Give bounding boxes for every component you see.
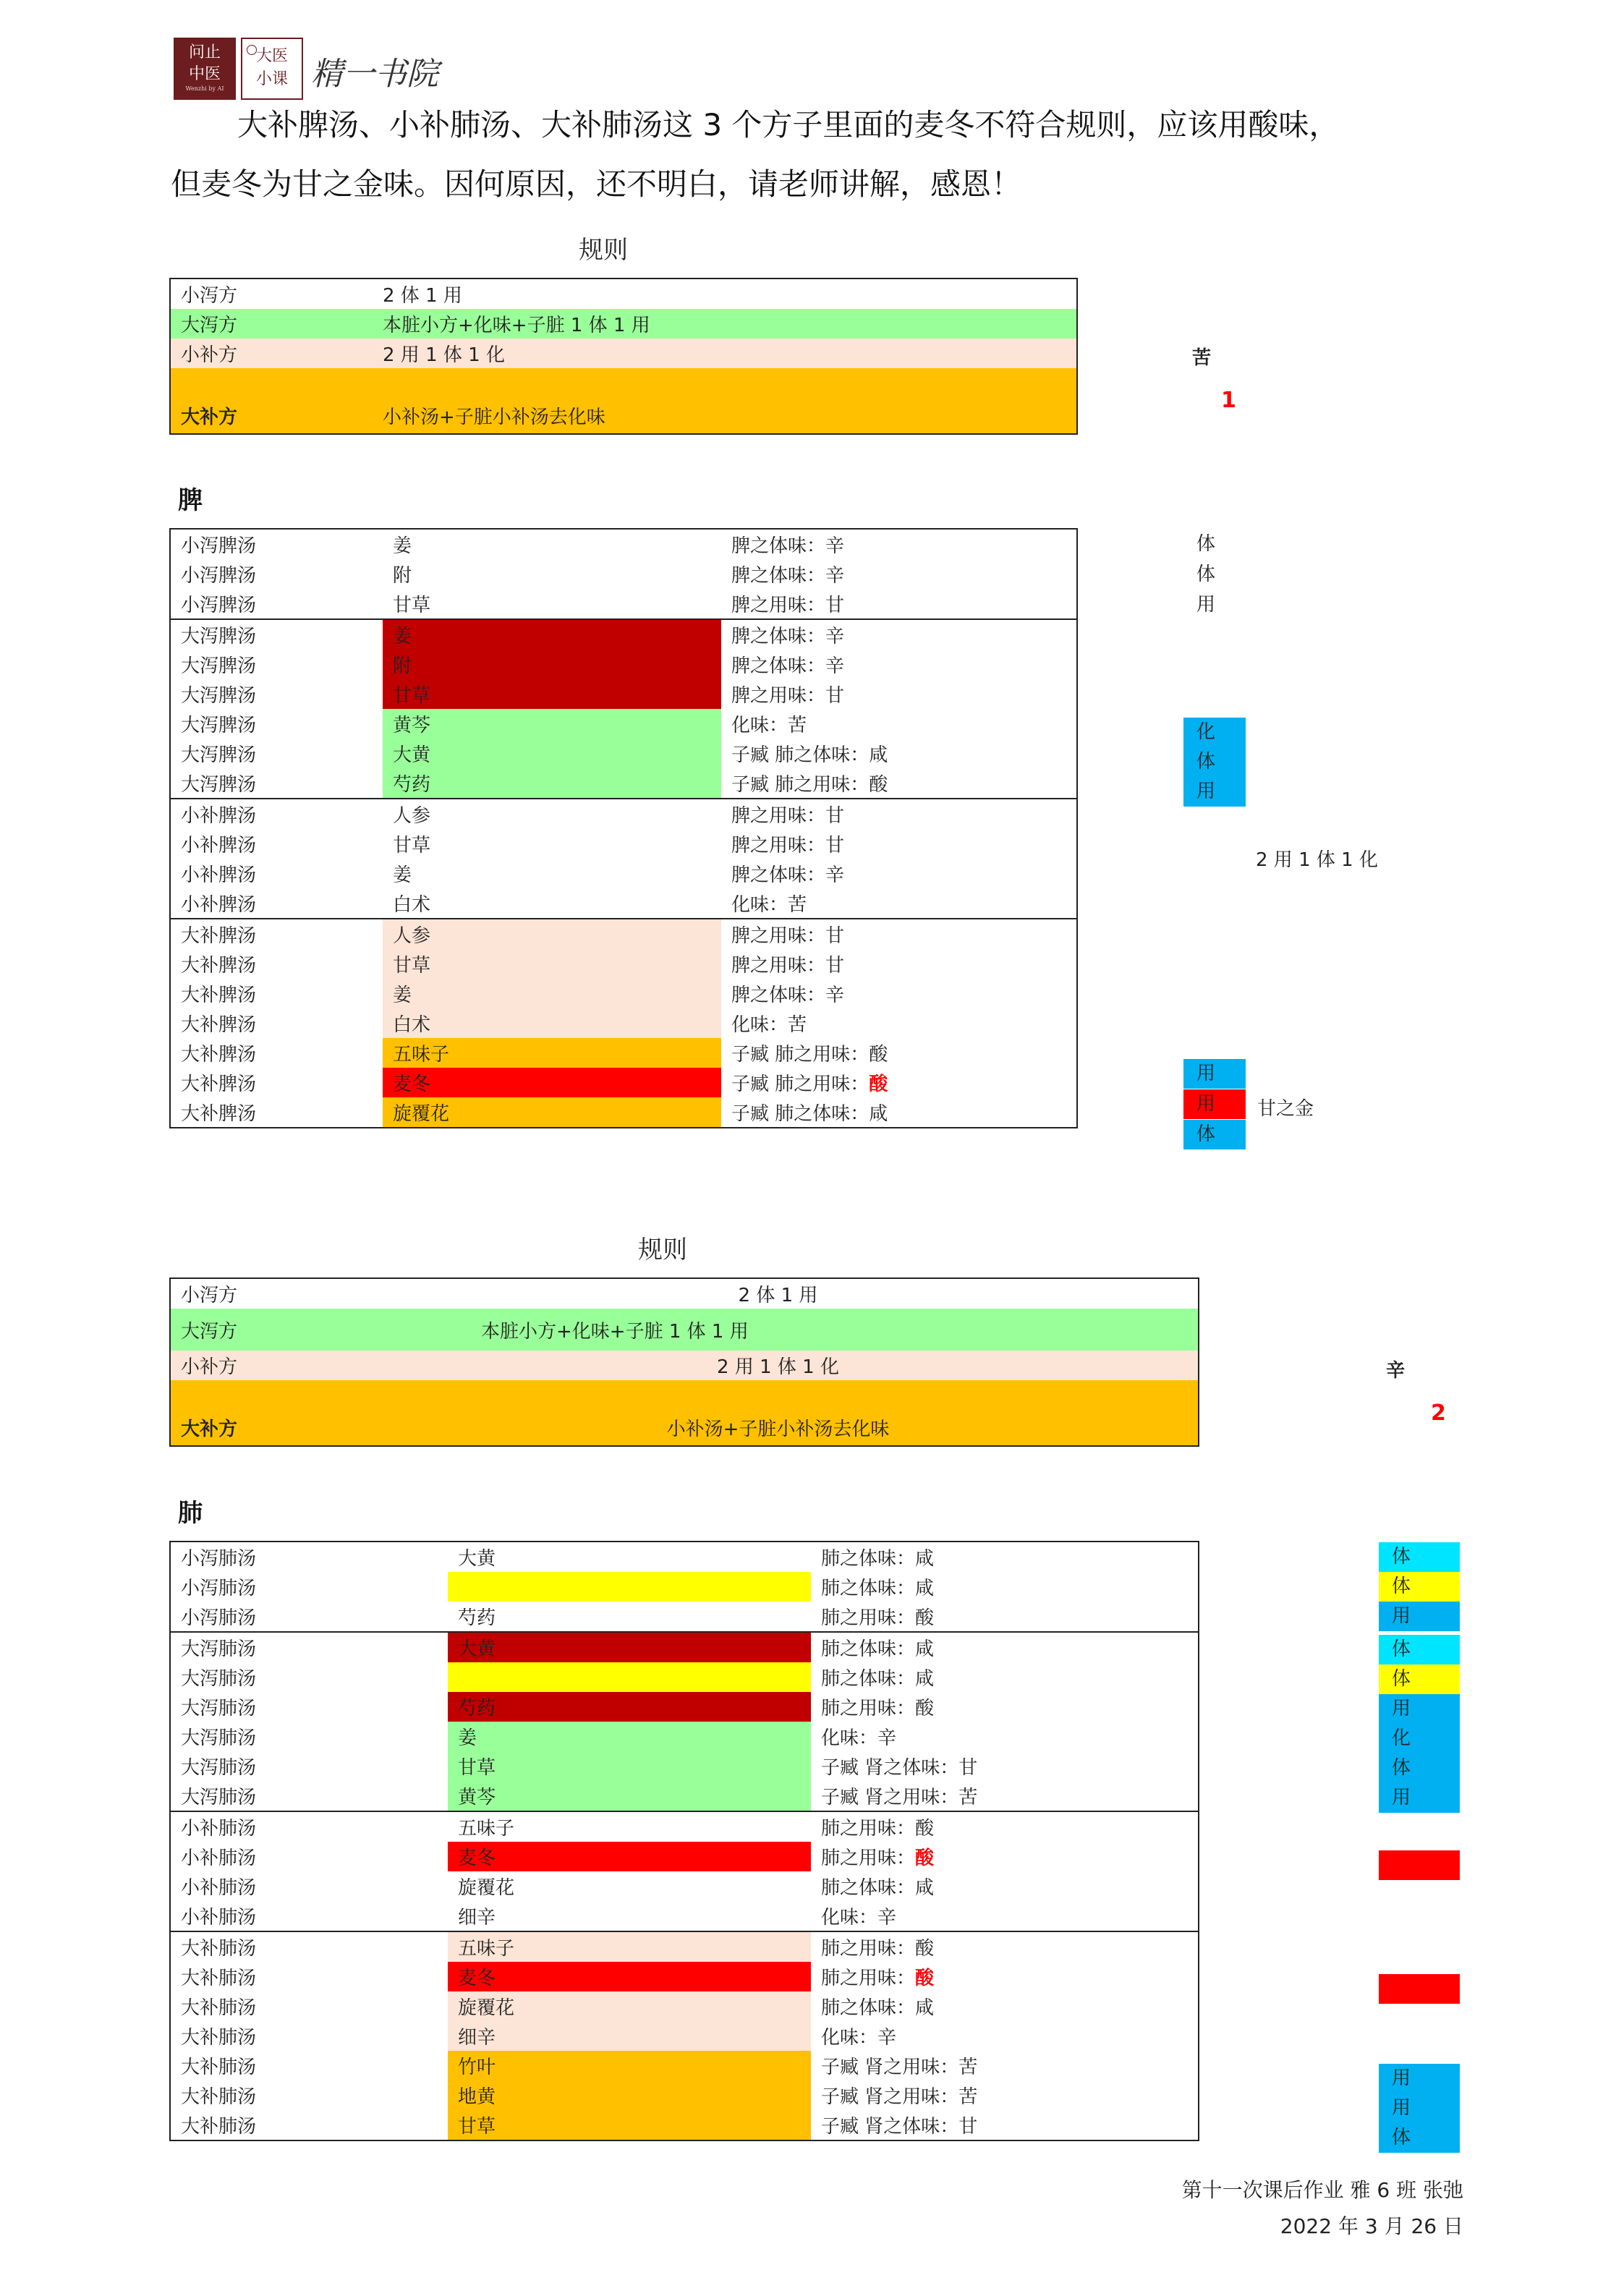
taste-cell: 子臧 肺之用味：酸 xyxy=(731,1073,888,1095)
herb-cell: 姜 xyxy=(448,1722,811,1751)
table-row xyxy=(170,559,1077,589)
table-row xyxy=(170,2080,1199,2110)
formula-cell: 大补肺汤 xyxy=(181,1968,257,1989)
spleen-table xyxy=(169,528,1078,1128)
table-row xyxy=(170,1097,1077,1128)
herb-cell: 旋覆花 xyxy=(458,1877,515,1899)
herb-cell: 姜 xyxy=(393,864,412,886)
rules-side-label-1: 苦 xyxy=(1192,347,1212,369)
rules-table-2 xyxy=(169,1277,1199,1447)
lung-table xyxy=(169,1541,1199,2141)
table-row xyxy=(170,1008,1077,1038)
side-tag: 用 xyxy=(1379,2064,1460,2093)
rule-name: 小补方 xyxy=(181,1356,238,1378)
formula-cell: 大补肺汤 xyxy=(181,2027,257,2049)
taste-cell: 子臧 肺之用味：酸 xyxy=(731,1044,888,1066)
taste-cell: 子臧 肾之用味：苦 xyxy=(821,1787,978,1808)
rule-text: 2 用 1 体 1 化 xyxy=(383,344,505,366)
taste-cell: 肺之体味：咸 xyxy=(821,1997,935,2019)
table-row xyxy=(170,1662,1199,1692)
herb-cell: 竹叶 xyxy=(448,2051,811,2080)
table-row xyxy=(170,1901,1199,1931)
table-row xyxy=(170,1572,1199,1602)
side-tag: 体 xyxy=(1196,564,1216,585)
rule-name: 大补方 xyxy=(181,407,238,428)
rule-text: 2 用 1 体 1 化 xyxy=(717,1356,839,1378)
table-row xyxy=(170,2110,1199,2140)
table-row xyxy=(170,529,1077,559)
side-tag: 体 xyxy=(1379,1635,1460,1664)
side-tag: 化 xyxy=(1183,718,1246,747)
rules-row xyxy=(170,279,1077,309)
formula-cell: 小泻肺汤 xyxy=(181,1607,257,1629)
rules-title-2: 规则 xyxy=(638,1236,687,1264)
rules-row xyxy=(170,368,1077,434)
taste-cell: 子臧 肾之用味：苦 xyxy=(821,2057,978,2078)
taste-cell: 化味：苦 xyxy=(731,894,807,916)
rule-name: 小泻方 xyxy=(181,285,238,307)
formula-cell: 小补肺汤 xyxy=(181,1877,257,1899)
wenzhi-logo: 问止 中医 Wenzhi by AI xyxy=(174,38,236,100)
taste-cell: 脾之用味：甘 xyxy=(721,919,1077,949)
table-row xyxy=(170,1871,1199,1901)
taste-cell: 脾之用味：甘 xyxy=(731,955,845,977)
herb-cell: 芍药 xyxy=(448,1692,811,1722)
formula-cell: 大泻肺汤 xyxy=(181,1787,257,1808)
side-tag xyxy=(1379,1974,1460,2004)
question-line-1: 大补脾汤、小补肺汤、大补肺汤这 3 个方子里面的麦冬不符合规则，应该用酸味， xyxy=(237,107,1340,143)
side-tag: 化 xyxy=(1379,1724,1460,1753)
side-tag: 体 xyxy=(1183,1120,1246,1149)
taste-cell: 脾之用味：甘 xyxy=(731,835,845,856)
rule-text: 本脏小方+化味+子脏 1 体 1 用 xyxy=(481,1320,749,1343)
herb-cell: 大黄 xyxy=(383,739,721,768)
table-row xyxy=(170,829,1077,859)
formula-cell: 大补肺汤 xyxy=(181,2116,257,2138)
taste-cell: 子臧 肺之体味：咸 xyxy=(731,1103,888,1125)
taste-cell: 脾之体味：辛 xyxy=(731,655,845,677)
footer-date: 2022 年 3 月 26 日 xyxy=(1280,2214,1463,2238)
herb-cell: 附 xyxy=(393,565,412,587)
taste-cell: 肺之体味：咸 xyxy=(821,1578,935,1599)
lung-section-title: 肺 xyxy=(178,1499,203,1528)
taste-cell: 肺之用味：酸 xyxy=(811,1931,1199,1962)
herb-cell: 细辛 xyxy=(448,2021,811,2051)
formula-cell: 小补肺汤 xyxy=(181,1907,257,1929)
table-row xyxy=(170,1602,1199,1632)
side-note: 2 用 1 体 1 化 xyxy=(1256,849,1378,871)
taste-cell: 肺之用味：酸 xyxy=(821,1698,935,1719)
rules-side-number-2: 2 xyxy=(1431,1400,1446,1426)
formula-cell: 大补肺汤 xyxy=(181,2086,257,2108)
table-row xyxy=(170,979,1077,1008)
side-tag: 体 xyxy=(1379,2123,1460,2153)
herb-cell: 甘草 xyxy=(383,949,721,979)
formula-cell: 大补脾汤 xyxy=(181,1073,257,1095)
side-tag: 体 xyxy=(1379,1753,1460,1783)
formula-cell: 大补脾汤 xyxy=(181,1103,257,1125)
taste-cell: 肺之用味：酸 xyxy=(821,1968,935,1989)
table-row xyxy=(170,1842,1199,1871)
rules-table-1 xyxy=(169,278,1078,435)
herb-cell: 人参 xyxy=(383,799,721,829)
herb-cell: 旋覆花 xyxy=(383,1097,721,1128)
herb-cell: 姜 xyxy=(383,619,721,650)
table-row xyxy=(170,919,1077,949)
side-tag: 体 xyxy=(1183,747,1246,777)
rules-row xyxy=(170,309,1077,339)
herb-cell: 旋覆花 xyxy=(448,1991,811,2021)
side-tag xyxy=(1379,1850,1460,1880)
taste-cell: 肺之体味：咸 xyxy=(821,1668,935,1690)
table-row xyxy=(170,1811,1199,1842)
herb-cell xyxy=(448,1662,811,1692)
rules-row xyxy=(170,339,1077,368)
taste-cell: 肺之体味：咸 xyxy=(821,1877,935,1899)
herb-cell: 甘草 xyxy=(383,679,721,709)
formula-cell: 小补脾汤 xyxy=(181,894,257,916)
formula-cell: 小补脾汤 xyxy=(181,835,257,856)
taste-cell: 脾之体味：辛 xyxy=(731,864,845,886)
table-row xyxy=(170,1068,1077,1097)
formula-cell: 大补肺汤 xyxy=(170,1931,448,1962)
side-tag: 用 xyxy=(1196,594,1216,616)
rule-text: 2 体 1 用 xyxy=(383,285,462,307)
taste-cell: 肺之体味：咸 xyxy=(821,1548,935,1570)
table-row xyxy=(170,2021,1199,2051)
rule-name: 小补方 xyxy=(181,344,238,366)
rule-name: 大泻方 xyxy=(181,315,238,336)
herb-cell: 甘草 xyxy=(448,1751,811,1781)
formula-cell: 大补脾汤 xyxy=(181,1044,257,1066)
side-tag: 体 xyxy=(1379,1572,1460,1602)
herb-cell: 芍药 xyxy=(458,1607,496,1629)
formula-cell: 大泻脾汤 xyxy=(181,655,257,677)
table-row xyxy=(170,1632,1199,1662)
herb-cell: 五味子 xyxy=(448,1931,811,1962)
rule-name: 大泻方 xyxy=(181,1320,238,1343)
herb-cell: 五味子 xyxy=(383,1038,721,1068)
side-tag: 体 xyxy=(1196,533,1216,555)
taste-cell: 子臧 肺之用味：酸 xyxy=(731,774,888,796)
side-tag: 体 xyxy=(1379,1664,1460,1694)
formula-cell: 小泻脾汤 xyxy=(181,595,257,616)
side-tag: 用 xyxy=(1183,777,1246,807)
table-row xyxy=(170,739,1077,768)
taste-cell: 脾之体味：辛 xyxy=(721,619,1077,650)
rules-row xyxy=(170,1278,1199,1309)
rule-name: 小泻方 xyxy=(181,1285,238,1306)
formula-cell: 大补脾汤 xyxy=(181,985,257,1006)
herb-cell: 甘草 xyxy=(393,835,431,856)
formula-cell: 大补肺汤 xyxy=(181,1997,257,2019)
table-row xyxy=(170,2051,1199,2080)
herb-cell: 白术 xyxy=(383,1008,721,1038)
herb-cell: 麦冬 xyxy=(383,1068,721,1097)
taste-cell: 子臧 肾之用味：苦 xyxy=(821,2086,978,2108)
table-row xyxy=(170,1751,1199,1781)
rules-row xyxy=(170,1380,1199,1446)
herb-cell: 人参 xyxy=(383,919,721,949)
rules-row xyxy=(170,1351,1199,1380)
taste-cell: 化味：辛 xyxy=(821,1907,897,1929)
formula-cell: 大泻肺汤 xyxy=(181,1698,257,1719)
herb-cell: 麦冬 xyxy=(448,1842,811,1871)
table-row xyxy=(170,650,1077,679)
table-row xyxy=(170,679,1077,709)
taste-cell: 肺之用味：酸 xyxy=(821,1607,935,1629)
formula-cell: 小泻脾汤 xyxy=(181,535,257,557)
table-row xyxy=(170,709,1077,739)
herb-cell: 黄芩 xyxy=(383,709,721,739)
taste-cell: 脾之体味：辛 xyxy=(731,985,845,1006)
herb-cell: 麦冬 xyxy=(448,1962,811,1991)
herb-cell: 甘草 xyxy=(393,595,431,616)
table-row xyxy=(170,1542,1199,1572)
formula-cell: 小泻肺汤 xyxy=(181,1548,257,1570)
table-row xyxy=(170,1962,1199,1991)
rule-text: 本脏小方+化味+子脏 1 体 1 用 xyxy=(383,315,650,336)
rule-text: 小补汤+子脏小补汤去化味 xyxy=(666,1419,890,1440)
formula-cell: 大泻脾汤 xyxy=(181,774,257,796)
side-tag: 用 xyxy=(1183,1059,1246,1089)
herb-cell: 大黄 xyxy=(448,1632,811,1662)
table-row xyxy=(170,1781,1199,1811)
formula-cell: 大泻肺汤 xyxy=(181,1727,257,1749)
question-line-2: 但麦冬为甘之金味。因何原因，还不明白，请老师讲解，感恩！ xyxy=(171,166,1022,202)
formula-cell: 大补脾汤 xyxy=(181,955,257,977)
taste-cell: 子臧 肺之体味：咸 xyxy=(731,744,888,766)
herb-cell: 大黄 xyxy=(458,1548,496,1570)
taste-cell: 化味：辛 xyxy=(821,1727,897,1749)
table-row xyxy=(170,768,1077,799)
taste-cell: 肺之体味：咸 xyxy=(811,1632,1199,1662)
side-tag: 用 xyxy=(1379,1602,1460,1631)
side-tag: 体 xyxy=(1379,1542,1460,1572)
herb-cell: 细辛 xyxy=(458,1907,496,1929)
taste-cell: 化味：辛 xyxy=(821,2027,897,2049)
side-tag: 用 xyxy=(1379,2093,1460,2123)
taste-cell: 子臧 肾之体味：甘 xyxy=(821,2116,978,2138)
table-row xyxy=(170,619,1077,650)
taste-cell: 肺之用味：酸 xyxy=(821,1848,935,1869)
formula-cell: 大补脾汤 xyxy=(181,1014,257,1036)
herb-cell xyxy=(448,1572,811,1602)
herb-cell: 芍药 xyxy=(383,768,721,799)
rule-name: 大补方 xyxy=(181,1419,238,1440)
side-tag: 用 xyxy=(1183,1089,1246,1119)
formula-cell: 小补肺汤 xyxy=(181,1848,257,1869)
table-row xyxy=(170,949,1077,979)
seal-icon xyxy=(247,45,257,55)
table-row xyxy=(170,799,1077,829)
taste-cell: 化味：苦 xyxy=(731,1014,807,1036)
herb-cell: 附 xyxy=(383,650,721,679)
taste-cell: 脾之体味：辛 xyxy=(731,565,845,587)
herb-cell: 白术 xyxy=(393,894,431,916)
taste-cell: 脾之用味：甘 xyxy=(731,685,845,707)
herb-cell: 甘草 xyxy=(448,2110,811,2140)
formula-cell: 小补脾汤 xyxy=(170,799,383,829)
rule-text: 2 体 1 用 xyxy=(738,1285,818,1306)
formula-cell: 大补肺汤 xyxy=(181,2057,257,2078)
taste-cell: 脾之用味：甘 xyxy=(721,799,1077,829)
herb-cell: 姜 xyxy=(383,979,721,1008)
footer-assignment: 第十一次课后作业 雅 6 班 张弛 xyxy=(1181,2178,1463,2202)
rules-side-label-2: 辛 xyxy=(1386,1360,1406,1382)
dayi-xiaoke-logo: 大医 小课 xyxy=(241,38,303,100)
spleen-section-title: 脾 xyxy=(178,486,203,515)
table-row xyxy=(170,1991,1199,2021)
table-row xyxy=(170,1038,1077,1068)
formula-cell: 小泻肺汤 xyxy=(181,1578,257,1599)
rules-title-1: 规则 xyxy=(579,236,628,265)
herb-cell: 地黄 xyxy=(448,2080,811,2110)
formula-cell: 小补脾汤 xyxy=(181,864,257,886)
table-row xyxy=(170,1692,1199,1722)
formula-cell: 大泻肺汤 xyxy=(181,1757,257,1779)
herb-cell: 黄芩 xyxy=(448,1781,811,1811)
table-row xyxy=(170,888,1077,919)
herb-cell: 姜 xyxy=(393,535,412,557)
taste-cell: 肺之用味：酸 xyxy=(811,1811,1199,1842)
table-row xyxy=(170,1722,1199,1751)
herb-cell: 五味子 xyxy=(448,1811,811,1842)
formula-cell: 大泻脾汤 xyxy=(181,685,257,707)
rules-side-number-1: 1 xyxy=(1221,388,1236,413)
table-row xyxy=(170,589,1077,619)
rules-row xyxy=(170,1309,1199,1351)
formula-cell: 小补肺汤 xyxy=(170,1811,448,1842)
side-note: 甘之金 xyxy=(1257,1098,1314,1120)
table-row xyxy=(170,859,1077,888)
jingyi-shuyuan-logo: 精一书院 xyxy=(311,56,438,93)
formula-cell: 大补脾汤 xyxy=(170,919,383,949)
table-row xyxy=(170,1931,1199,1962)
taste-cell: 子臧 肾之体味：甘 xyxy=(821,1757,978,1779)
formula-cell: 大泻脾汤 xyxy=(181,744,257,766)
taste-cell: 化味：苦 xyxy=(731,715,807,736)
formula-cell: 大泻脾汤 xyxy=(181,715,257,736)
side-tag: 用 xyxy=(1379,1694,1460,1724)
side-tag: 用 xyxy=(1379,1783,1460,1813)
rule-text: 小补汤+子脏小补汤去化味 xyxy=(383,407,605,428)
formula-cell: 大泻肺汤 xyxy=(170,1632,448,1662)
formula-cell: 大泻肺汤 xyxy=(181,1668,257,1690)
formula-cell: 大泻脾汤 xyxy=(170,619,383,650)
formula-cell: 小泻脾汤 xyxy=(181,565,257,587)
taste-cell: 脾之体味：辛 xyxy=(731,535,845,557)
taste-cell: 脾之用味：甘 xyxy=(731,595,845,616)
